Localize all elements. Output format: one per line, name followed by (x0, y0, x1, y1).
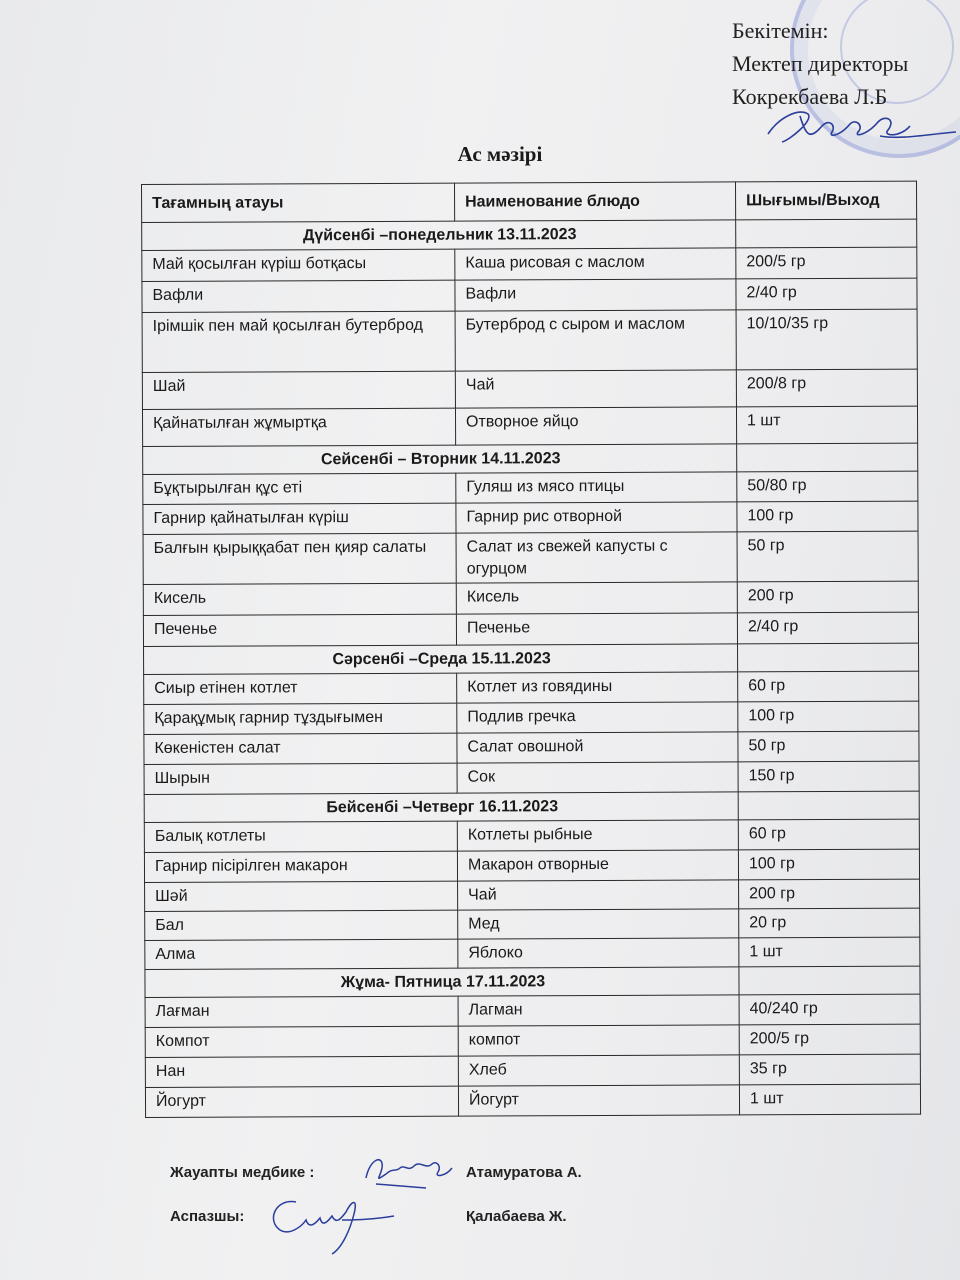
cell-kz: Гарнир қайнатылған күріш (143, 503, 456, 534)
approval-line-3: Кокрекбаева Л.Б (732, 84, 888, 109)
cell-out: 40/240 гр (739, 994, 920, 1025)
table-row (143, 531, 918, 584)
day-row (144, 791, 919, 822)
header-kz: Тағамның атауы (142, 183, 455, 222)
cell-ru: Вафли (455, 279, 736, 311)
cell-kz: Лағман (145, 996, 458, 1027)
cell-out: 200 гр (737, 581, 918, 613)
header-ru: Наименование блюдо (454, 182, 735, 221)
cell-kz: Ірімшік пен май қосылған бутерброд (142, 311, 455, 372)
cell-out: 50 гр (738, 731, 919, 762)
table-row (142, 406, 917, 446)
table-row (145, 879, 920, 911)
cell-kz: Печенье (143, 614, 456, 646)
table-row (142, 278, 917, 312)
cell-out: 100 гр (738, 701, 919, 732)
day-label: Бейсенбі –Четверг 16.11.2023 (144, 792, 738, 823)
cell-kz: Вафли (142, 280, 455, 312)
cell-out: 200/5 гр (739, 1024, 920, 1055)
table-row (144, 701, 919, 734)
cell-out: 20 гр (739, 908, 920, 938)
day-blank-cell (737, 443, 918, 472)
table-row (143, 581, 918, 615)
cell-ru: Котлеты рыбные (457, 820, 738, 851)
cell-out: 50/80 гр (737, 471, 918, 502)
cell-kz: Қайнатылған жұмыртқа (142, 408, 455, 446)
cell-ru: Макарон отворные (457, 850, 738, 881)
day-blank-cell (738, 643, 919, 672)
cell-out: 50 гр (737, 531, 918, 582)
cell-ru: Подлив гречка (457, 702, 738, 733)
nurse-label: Жауапты медбике : (170, 1164, 315, 1181)
day-row (144, 643, 919, 674)
cell-kz: Балық котлеты (144, 821, 457, 852)
table-row (145, 994, 920, 1027)
day-blank-cell (738, 791, 919, 820)
cell-ru: Гарнир рис отворной (456, 502, 737, 533)
cell-ru: Салат из свежей капусты с огурцом (456, 532, 737, 583)
cell-kz: Нан (145, 1056, 458, 1087)
cell-ru: Мед (458, 909, 739, 939)
cell-ru: Салат овошной (457, 732, 738, 763)
cell-ru: Отворное яйцо (455, 407, 736, 445)
cell-kz: Қарақұмық гарнир тұздығымен (144, 703, 457, 734)
cell-ru: Бутерброд с сыром и маслом (455, 310, 736, 371)
cell-out: 2/40 гр (737, 612, 918, 644)
cell-kz: Йогурт (145, 1086, 458, 1117)
table-row (145, 1054, 920, 1087)
cell-ru: Гуляш из мясо птицы (456, 472, 737, 503)
day-row (142, 219, 917, 250)
table-header-row (142, 181, 917, 222)
menu-table (141, 181, 921, 1118)
table-row (144, 819, 919, 852)
cell-out: 100 гр (738, 849, 919, 880)
nurse-name: Атамуратова А. (466, 1164, 582, 1181)
cell-kz: Алма (145, 939, 458, 969)
table-row (143, 612, 918, 646)
table-row (144, 849, 919, 882)
table-row (143, 501, 918, 534)
table-row (142, 247, 917, 281)
cell-kz: Шай (142, 371, 455, 409)
cell-kz: Компот (145, 1026, 458, 1057)
table-row (145, 1024, 920, 1057)
table-row (145, 1084, 920, 1117)
cell-ru: Сок (457, 762, 738, 793)
cell-out: 60 гр (738, 671, 919, 702)
table-row (145, 937, 920, 969)
cell-kz: Шәй (145, 881, 458, 911)
day-blank-cell (736, 219, 917, 248)
table-row (144, 671, 919, 704)
cell-ru: Яблоко (458, 938, 739, 968)
cell-kz: Сиыр етінен котлет (144, 673, 457, 704)
cell-ru: Каша рисовая с маслом (455, 248, 736, 280)
day-label: Сейсенбі – Вторник 14.11.2023 (143, 444, 737, 475)
table-row (142, 369, 917, 409)
cell-kz: Кисель (143, 583, 456, 615)
cell-ru: Хлеб (458, 1055, 739, 1086)
cell-out: 150 гр (738, 761, 919, 792)
cell-ru: Чай (458, 880, 739, 910)
table-row (142, 309, 917, 372)
cell-ru: Печенье (456, 613, 737, 645)
cook-label: Аспазшы: (170, 1208, 245, 1225)
cell-kz: Бал (145, 910, 458, 940)
table-row (145, 908, 920, 940)
cell-kz: Балғын қырыққабат пен қияр салаты (143, 533, 456, 584)
approval-line-2: Мектеп директоры (732, 51, 909, 76)
cell-kz: Шырын (144, 763, 457, 794)
cell-ru: компот (458, 1025, 739, 1056)
cell-ru: Лагман (458, 995, 739, 1026)
day-blank-cell (739, 966, 920, 995)
cell-out: 60 гр (738, 819, 919, 850)
day-label: Жұма- Пятница 17.11.2023 (145, 967, 739, 998)
day-row (143, 443, 918, 474)
cell-kz: Бұқтырылған құс еті (143, 473, 456, 504)
cell-out: 200/5 гр (736, 247, 917, 279)
page-title: Ас мәзірі (457, 142, 543, 166)
cell-ru: Кисель (456, 582, 737, 614)
day-label: Дүйсенбі –понедельник 13.11.2023 (142, 220, 736, 251)
table-row (144, 761, 919, 794)
header-output: Шығымы/Выход (735, 181, 916, 220)
cell-out: 35 гр (739, 1054, 920, 1085)
cell-ru: Котлет из говядины (457, 672, 738, 703)
cell-ru: Чай (455, 370, 736, 408)
cell-out: 1 шт (739, 937, 920, 967)
cell-out: 10/10/35 гр (736, 309, 917, 370)
cell-out: 2/40 гр (736, 278, 917, 310)
nurse-signature (356, 1148, 456, 1193)
cell-kz: Май қосылған күріш ботқасы (142, 249, 455, 281)
table-row (143, 471, 918, 504)
table-row (144, 731, 919, 764)
cell-kz: Гарнир пісірілген макарон (144, 851, 457, 882)
cell-out: 1 шт (739, 1084, 920, 1115)
cell-ru: Йогурт (458, 1085, 739, 1116)
cell-out: 200/8 гр (736, 369, 917, 407)
cell-kz: Көкеністен салат (144, 733, 457, 764)
cook-name: Қалабаева Ж. (466, 1208, 567, 1225)
day-label: Сәрсенбі –Среда 15.11.2023 (144, 644, 738, 675)
cell-out: 100 гр (737, 501, 918, 532)
cell-out: 1 шт (736, 406, 917, 444)
approval-line-1: Бекітемін: (732, 18, 829, 43)
cell-out: 200 гр (739, 879, 920, 909)
day-row (145, 966, 920, 997)
cook-signature (262, 1190, 402, 1260)
